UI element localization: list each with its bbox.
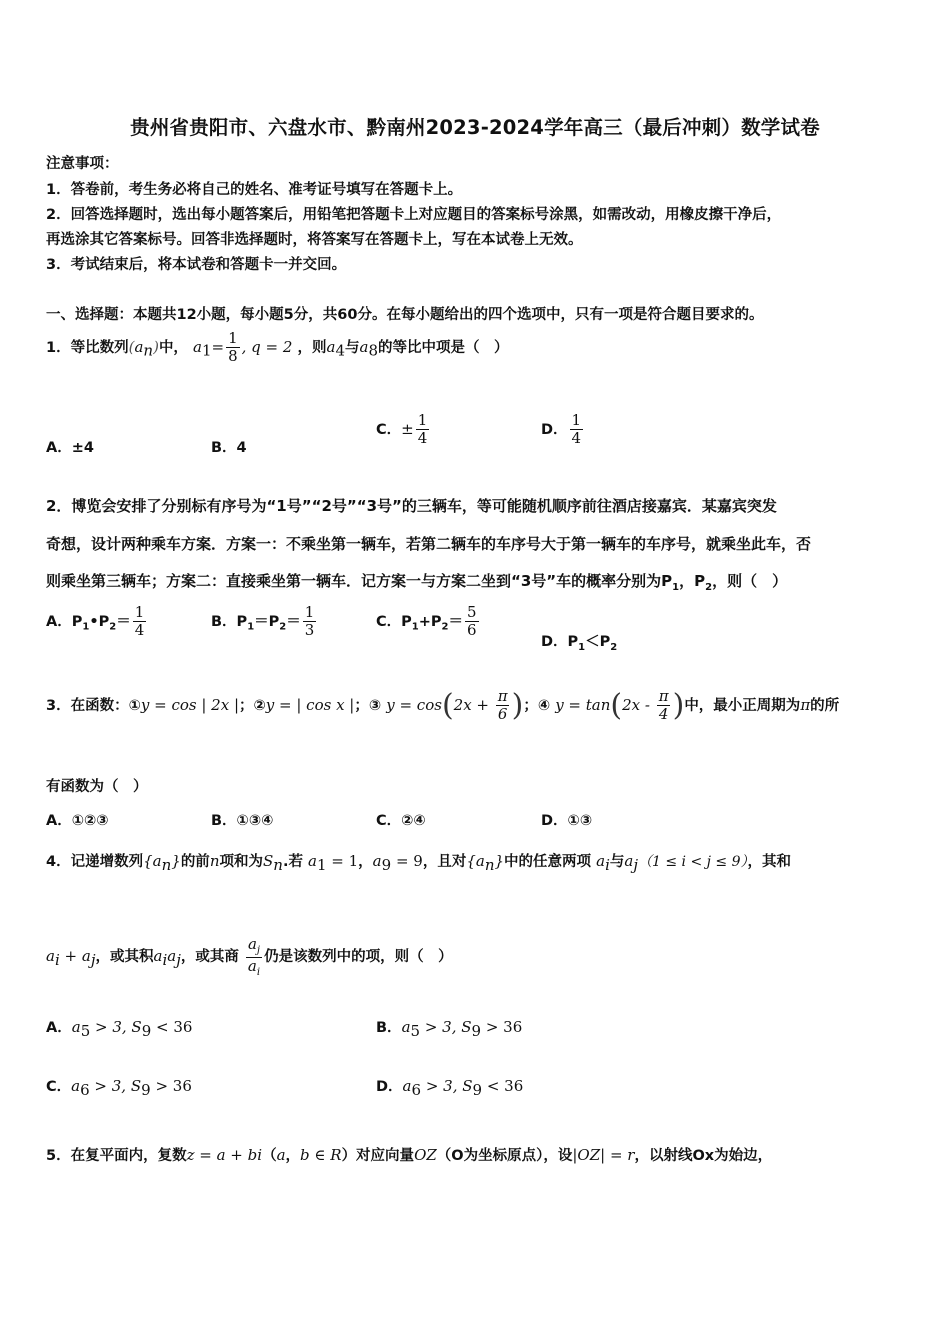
section-heading: 一、选择题：本题共12小题，每小题5分，共60分。在每小题给出的四个选项中，只有一项是符合题目要求的。	[46, 307, 764, 323]
notice-item-2: 2．回答选择题时，选出每小题答案后，用铅笔把答题卡上对应题目的答案标号涂黑，如需改动，用橡皮擦干净后，	[46, 207, 782, 223]
page-title: 贵州省贵阳市、六盘水市、黔南州2023-2024学年高三（最后冲刺）数学试卷	[130, 116, 820, 139]
q4-option-c: C．$a_6 > 3$, $S_9 > 36$	[46, 1077, 192, 1099]
question-4-line-2: $a_i + a_j$，或其积$a_ia_j$，或其商 $\frac{a_j}{a_i}$ 仍是该数列中的项，则（ ）	[46, 935, 453, 978]
notice-heading: 注意事项：	[46, 156, 119, 172]
q2-option-c: C．$P_1+P_2=$ $\frac{5}{6}$	[376, 603, 477, 640]
q4-option-b: B．$a_5 > 3$, $S_9 > 36$	[376, 1018, 523, 1040]
question-2-line-2: 奇想，设计两种乘车方案．方案一：不乘坐第一辆车，若第二辆车的车序号大于第一辆车的车序号，就乘坐此车，否	[46, 535, 812, 553]
q4-option-d: D．$a_6 > 3$, $S_9 < 36$	[376, 1077, 524, 1099]
q3-option-b: B．①③④	[211, 813, 274, 829]
q3-option-d: D．①③	[541, 813, 593, 829]
q4-option-a: A．$a_5 > 3$, $S_9 < 36$	[46, 1018, 193, 1040]
q1-option-b: B．4	[211, 440, 247, 456]
q1-option-d: D． $\frac{1}{4}$	[541, 411, 582, 448]
q1-option-c: C．± $\frac{1}{4}$	[376, 411, 428, 448]
q3-option-a: A．①②③	[46, 813, 109, 829]
notice-item-1: 1．答卷前，考生务必将自己的姓名、准考证号填写在答题卡上。	[46, 182, 463, 198]
question-4-stem: 4．记递增数列$\{a_n\}$的前n项和为$S_n$.若 $a_1 = 1$，$a_9 = 9$，且对$\{a_n\}$中的任意两项 $a_i$与$a_j(1 \le i < j \le 9)$，其和	[46, 852, 792, 874]
question-5-stem: 5．在复平面内，复数z = a + bi（a，b ∈ R）对应向量OZ（O为坐标原点），设|OZ| = r，以射线Ox为始边，	[46, 1146, 773, 1164]
q3-option-c: C．②④	[376, 813, 426, 829]
q2-option-a: A．$P_1•P_2=$ $\frac{1}{4}$	[46, 603, 145, 640]
question-3-line-2: 有函数为（ ）	[46, 779, 148, 795]
question-2-line-1: 2．博览会安排了分别标有序号为“1号”“2号”“3号”的三辆车，等可能随机顺序前往酒店接嘉宾．某嘉宾突发	[46, 497, 777, 515]
q1-option-a: A．±4	[46, 440, 94, 456]
question-1-stem: 1．等比数列$(a_n)$中， $a_1=$ $\frac{1}{8}$ , q = 2 ，则$a_4$与$a_8$的等比中项是（ ）	[46, 329, 509, 366]
q2-option-b: B．$P_1=P_2=$ $\frac{1}{3}$	[211, 603, 315, 640]
notice-item-3: 3．考试结束后，将本试卷和答题卡一并交回。	[46, 257, 347, 273]
notice-item-2-cont: 再选涂其它答案标号。回答非选择题时，将答案写在答题卡上，写在本试卷上无效。	[46, 232, 583, 248]
question-2-line-3: 则乘坐第三辆车；方案二：直接乘坐第一辆车．记方案一与方案二坐到“3号”车的概率分别为$P_1$，$P_2$，则（ ）	[46, 572, 788, 593]
question-3-stem: 3．在函数：①y = cos | 2x |；②y = | cos x |；③ y = cos(2x + $\frac{\pi}{6}$ )；④ y = tan(2x - $\frac{\pi}{4}$ )中，最小正周期为π的所	[46, 687, 840, 724]
q2-option-d: D．$P_1<P_2$	[541, 634, 618, 653]
